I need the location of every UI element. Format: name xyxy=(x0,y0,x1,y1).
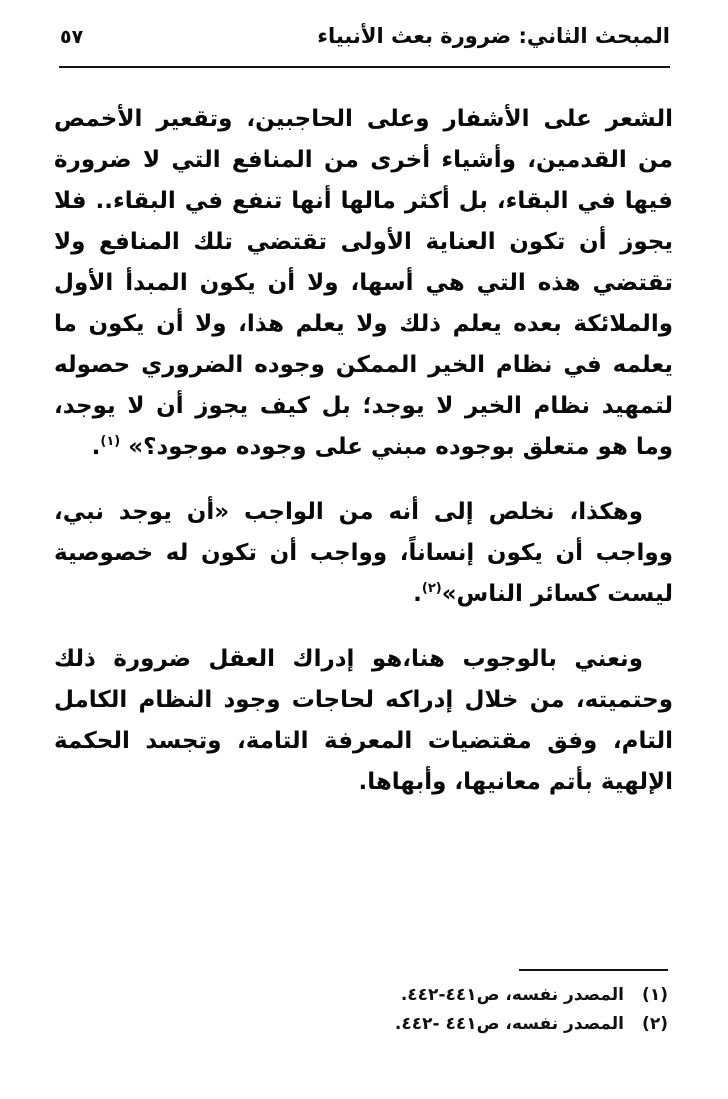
footnote-number: (٢) xyxy=(642,1014,668,1034)
page-number: ٥٧ xyxy=(60,26,84,48)
footnote-text: المصدر نفسه، ص٤٤١-٤٤٢. xyxy=(400,985,624,1005)
paragraph-conclusion xyxy=(54,492,673,615)
paragraph-tail: . xyxy=(413,581,422,607)
paragraph-tail: . xyxy=(91,434,101,460)
footnote-item xyxy=(54,1010,668,1039)
paragraph-text: ونعني بالوجوب هنا،هو إدراك العقل ضرورة ذلك وحتميته، من خلال إدراكه لحاجات وجود النظام الكامل التام، وفق مقتضيات المعرفة التامة، وتجسد الحكمة الإلهية بأتم معانيها، وأبهاها. xyxy=(54,646,673,795)
footnote-item xyxy=(54,981,668,1010)
header-rule xyxy=(59,66,670,68)
footnote-ref-1: (١) xyxy=(100,434,121,449)
footnote-ref-2: (٢) xyxy=(421,581,442,596)
running-head-title: المبحث الثاني: ضرورة بعث الأنبياء xyxy=(317,24,670,48)
body-text xyxy=(54,99,673,803)
footnote-number: (١) xyxy=(642,985,668,1005)
footnote-separator-rule xyxy=(519,969,668,971)
paragraph-quote-continuation xyxy=(54,99,673,468)
page-header xyxy=(60,24,670,48)
footnotes-section xyxy=(54,969,668,1039)
paragraph-text: وهكذا، نخلص إلى أنه من الواجب «أن يوجد نبي، وواجب أن يكون إنساناً، وواجب أن تكون له خصوصية ليست كسائر الناس» xyxy=(54,499,673,607)
paragraph-explanation xyxy=(54,639,673,803)
footnote-text: المصدر نفسه، ص٤٤١ -٤٤٢. xyxy=(394,1014,624,1034)
paragraph-text: الشعر على الأشفار وعلى الحاجبين، وتقعير الأخمص من القدمين، وأشياء أخرى من المنافع التي لا ضرورة فيها في البقاء، بل أكثر مالها أنها تنفع في البقاء.. فلا يجوز أن تكون العناية الأولى تقتضي تلك المنافع ولا تقتضي هذه التي هي أسها، ولا أن يكون المبدأ الأول والملائكة بعده يعلم ذلك ولا يعلم هذا، ولا أن يكون ما يعلمه في نظام الخير الممكن وجوده الضروري حصوله لتمهيد نظام الخير لا يوجد؛ بل كيف يجوز أن لا يوجد، وما هو متعلق بوجوده مبني على وجوده موجود؟» xyxy=(54,106,673,460)
